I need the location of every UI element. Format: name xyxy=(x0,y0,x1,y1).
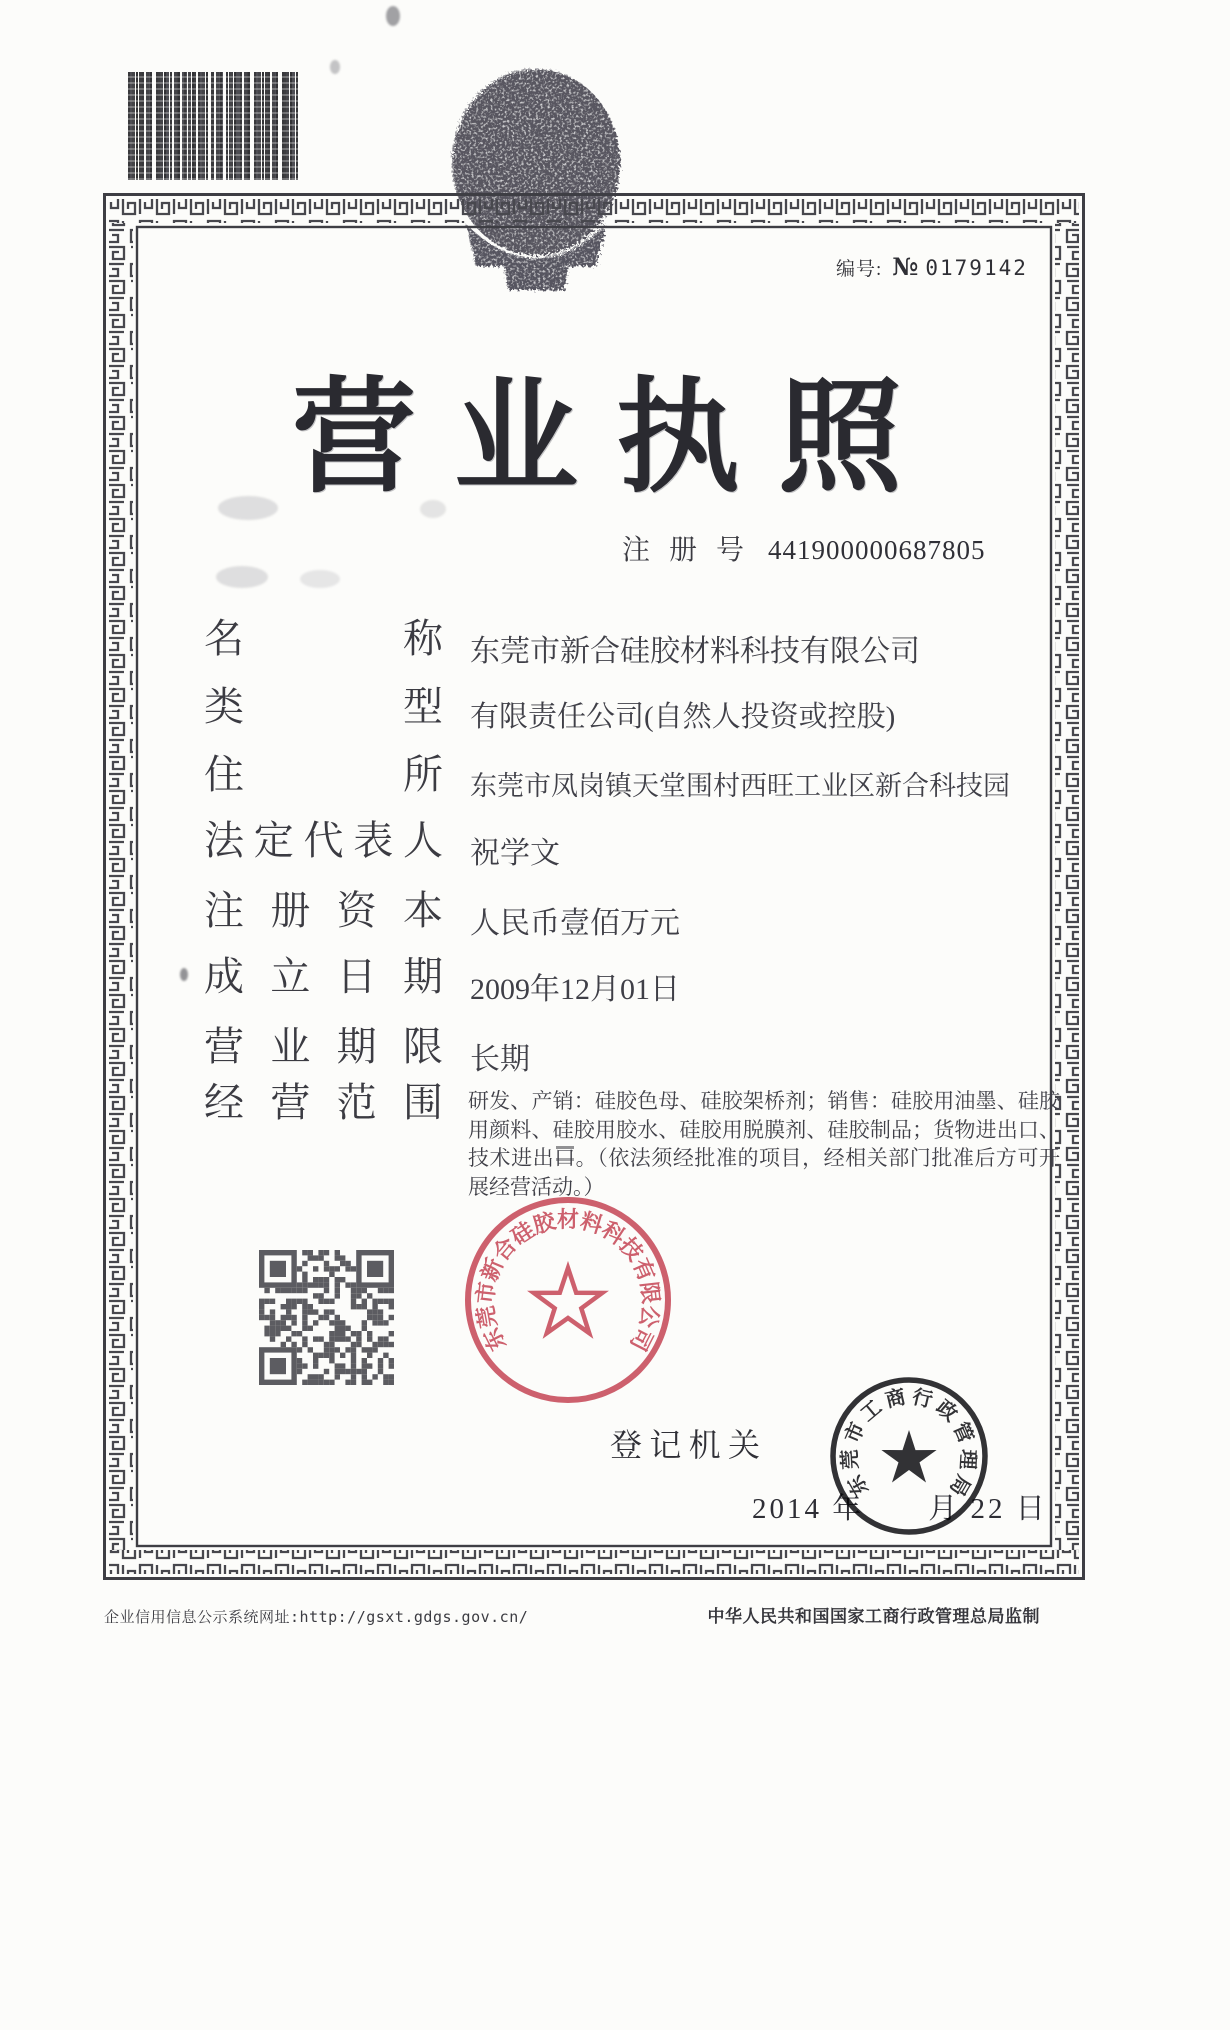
numero-symbol: № xyxy=(892,252,920,281)
svg-text:理: 理 xyxy=(955,1448,979,1470)
field-row-registered-capital xyxy=(204,890,680,942)
svg-text:公: 公 xyxy=(634,1303,664,1330)
field-label: 类型 xyxy=(204,684,443,729)
scan-artifact xyxy=(386,6,400,26)
svg-text:商: 商 xyxy=(883,1386,908,1413)
field-value: 东莞市新合硅胶材料科技有限公司 xyxy=(470,635,920,668)
svg-text:工: 工 xyxy=(856,1396,887,1427)
svg-text:东: 东 xyxy=(843,1471,873,1500)
registration-number-value: 441900000687805 xyxy=(768,535,986,565)
barcode xyxy=(128,72,300,180)
svg-text:局: 局 xyxy=(945,1471,975,1500)
field-label: 成立日期 xyxy=(204,954,443,999)
field-value: 研发、产销：硅胶色母、硅胶架桥剂；销售：硅胶用油墨、硅胶用颜料、硅胶用胶水、硅胶用脱膜剂、硅胶制品；货物进出口、技术进出口。（依法须经批准的项目，经相关部门批准后方可开展经营活动。） xyxy=(468,1089,1060,1199)
scan-artifact xyxy=(420,500,446,518)
serial-label: 编号: xyxy=(836,259,883,280)
company-red-seal xyxy=(453,1185,683,1415)
svg-text:东: 东 xyxy=(478,1323,511,1355)
field-row-establish-date xyxy=(204,956,680,1008)
issue-date: 2014 年 月 22 日 xyxy=(752,1493,1048,1525)
svg-text:管: 管 xyxy=(948,1419,977,1447)
scan-artifact xyxy=(180,968,188,981)
serial-number-line xyxy=(836,252,1066,281)
scan-artifact xyxy=(330,60,340,74)
footer-public-info-url: 企业信用信息公示系统网址:http://gsxt.gdgs.gov.cn/ xyxy=(104,1608,529,1626)
svg-text:行: 行 xyxy=(910,1386,935,1413)
scan-artifact xyxy=(216,566,268,588)
svg-text:莞: 莞 xyxy=(472,1303,502,1330)
svg-text:硅: 硅 xyxy=(506,1216,539,1250)
svg-text:胶: 胶 xyxy=(530,1207,559,1239)
field-label: 经营范围 xyxy=(204,1080,443,1125)
field-row-legal-representative xyxy=(204,820,560,872)
field-label: 名称 xyxy=(204,616,443,661)
field-label: 法定代表人 xyxy=(204,818,443,863)
svg-text:新: 新 xyxy=(476,1254,508,1285)
scan-artifact xyxy=(300,570,340,588)
field-value: 有限责任公司(自然人投资或控股) xyxy=(470,701,896,733)
field-row-type xyxy=(204,686,895,735)
field-value: 东莞市凤岗镇天堂围村西旺工业区新合科技园 xyxy=(470,771,1010,801)
field-value: 人民币壹佰万元 xyxy=(470,907,680,940)
svg-text:科: 科 xyxy=(597,1216,630,1250)
svg-text:合: 合 xyxy=(488,1232,522,1266)
field-row-address xyxy=(204,754,1010,803)
registration-number-label: 注册号 xyxy=(622,535,744,566)
document-title: 营业执照 xyxy=(292,366,941,510)
svg-text:市: 市 xyxy=(841,1419,870,1447)
svg-text:司: 司 xyxy=(625,1323,658,1355)
svg-text:材: 材 xyxy=(556,1207,580,1233)
registrar-label: 登记机关 xyxy=(610,1427,760,1463)
field-row-name xyxy=(204,618,920,670)
field-label: 营业期限 xyxy=(204,1024,443,1069)
authority-black-seal xyxy=(819,1366,999,1546)
footer-issuing-authority: 中华人民共和国国家工商行政管理总局监制 xyxy=(707,1607,1040,1626)
field-label: 注册资本 xyxy=(204,888,443,933)
field-value: 2009年12月01日 xyxy=(470,973,680,1006)
svg-text:料: 料 xyxy=(577,1207,606,1239)
field-value: 长期 xyxy=(470,1043,530,1076)
svg-text:政: 政 xyxy=(931,1396,962,1427)
registration-number-line xyxy=(622,528,986,568)
qr-code xyxy=(255,1246,400,1391)
field-row-business-scope xyxy=(204,1082,1060,1201)
serial-number: 0179142 xyxy=(925,256,1028,280)
field-label: 住所 xyxy=(204,752,443,797)
scan-artifact xyxy=(218,496,278,520)
field-value: 祝学文 xyxy=(470,837,560,870)
svg-text:市: 市 xyxy=(472,1280,500,1306)
svg-text:限: 限 xyxy=(636,1280,664,1306)
svg-text:技: 技 xyxy=(614,1232,648,1266)
svg-text:有: 有 xyxy=(628,1254,660,1285)
svg-text:莞: 莞 xyxy=(839,1448,863,1470)
field-row-business-term xyxy=(204,1026,530,1078)
